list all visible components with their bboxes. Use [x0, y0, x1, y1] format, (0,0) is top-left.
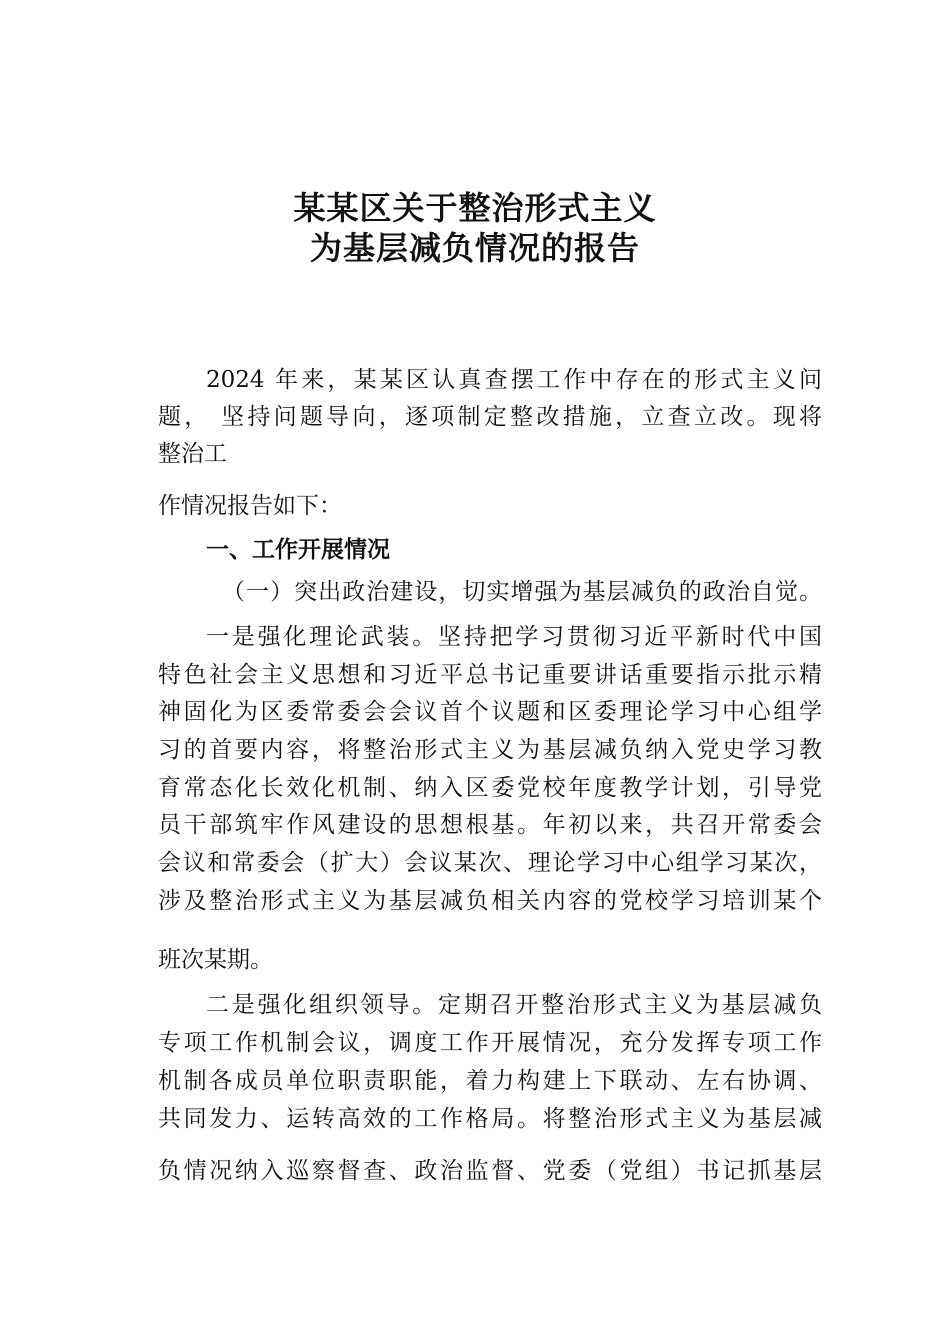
paragraph-1-line-9: 班次某期。 [158, 947, 273, 973]
paragraph-1-line-4: 习的首要内容，将整治形式主义为基层减负纳入党史学习教 [158, 737, 822, 763]
intro-line-1: 2024 年来，某某区认真查摆工作中存在的形式主义问 [206, 367, 822, 393]
paragraph-2-line-5: 负情况纳入巡察督查、政治监督、党委（党组）书记抓基层 [158, 1158, 822, 1184]
paragraph-1-line-7: 会议和常委会（扩大）会议某次、理论学习中心组学习某次， [158, 850, 822, 876]
subsection-heading: （一）突出政治建设，切实增强为基层减负的政治自觉。 [222, 579, 822, 605]
paragraph-2-line-4: 共同发力、运转高效的工作格局。将整治形式主义为基层减 [158, 1106, 822, 1132]
paragraph-2-line-3: 机制各成员单位职责职能，着力构建上下联动、左右协调、 [158, 1068, 822, 1094]
paragraph-1-line-8: 涉及整治形式主义为基层减负相关内容的党校学习培训某个 [158, 888, 822, 914]
paragraph-2-line-1: 二是强化组织领导。定期召开整治形式主义为基层减负 [206, 992, 822, 1018]
paragraph-1-line-3: 神固化为区委常委会会议首个议题和区委理论学习中心组学 [158, 699, 822, 725]
intro-line-3: 整治工 [158, 441, 227, 467]
document-title-line-1: 某某区关于整治形式主义 [293, 189, 657, 227]
paragraph-1-line-2: 特色社会主义思想和习近平总书记重要讲话重要指示批示精 [158, 662, 822, 688]
intro-line-2: 题， 坚持问题导向，逐项制定整改措施，立查立改。现将 [158, 404, 822, 430]
paragraph-1-line-5: 育常态化长效化机制、纳入区委党校年度教学计划，引导党 [158, 775, 822, 801]
paragraph-1-line-1: 一是强化理论武装。坚持把学习贯彻习近平新时代中国 [206, 624, 822, 650]
section-heading: 一、工作开展情况 [206, 537, 390, 563]
paragraph-2-line-2: 专项工作机制会议，调度工作开展情况，充分发挥专项工作 [158, 1030, 822, 1056]
document-title-line-2: 为基层减负情况的报告 [309, 229, 640, 267]
paragraph-1-line-6: 员干部筑牢作风建设的思想根基。年初以来，共召开常委会 [158, 812, 822, 838]
intro-line-4: 作情况报告如下： [158, 493, 342, 519]
